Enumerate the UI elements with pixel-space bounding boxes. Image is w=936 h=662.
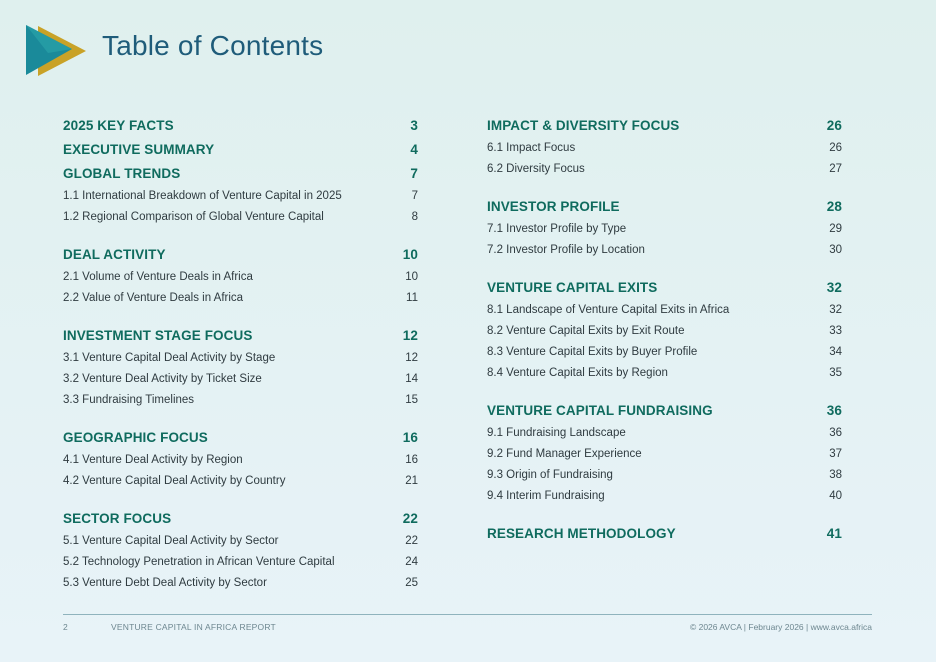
toc-entry[interactable] (63, 552, 418, 573)
toc-entry[interactable] (63, 348, 418, 369)
toc-section-heading[interactable] (63, 507, 418, 531)
toc-entry[interactable] (487, 321, 842, 342)
toc-entry[interactable] (487, 240, 842, 261)
page-title: Table of Contents (102, 30, 324, 61)
toc-page-number: 22 (405, 535, 418, 547)
toc-heading-label: IMPACT & DIVERSITY FOCUS (487, 118, 680, 133)
toc-page-number: 41 (826, 526, 842, 541)
toc-entry-label: 6.1 Impact Focus (487, 142, 576, 154)
toc-entry-label: 4.1 Venture Deal Activity by Region (63, 454, 243, 466)
toc-entry[interactable] (63, 288, 418, 309)
toc-heading-label: RESEARCH METHODOLOGY (487, 526, 676, 541)
toc-entry-label: 1.2 Regional Comparison of Global Venture Capital (63, 211, 324, 223)
toc-entry[interactable] (487, 138, 842, 159)
toc-entry-label: 7.2 Investor Profile by Location (487, 244, 645, 256)
toc-section-heading[interactable] (487, 195, 842, 219)
toc-page-number: 21 (405, 475, 418, 487)
toc-column-right (487, 114, 842, 561)
toc-heading-label: EXECUTIVE SUMMARY (63, 142, 215, 157)
toc-section-heading[interactable] (63, 243, 418, 267)
toc-entry[interactable] (487, 465, 842, 486)
toc-section-heading[interactable] (63, 114, 418, 138)
toc-page-number: 36 (829, 427, 842, 439)
toc-entry[interactable] (63, 573, 418, 594)
toc-column-left (63, 114, 418, 609)
toc-entry[interactable] (63, 207, 418, 228)
toc-page-number: 27 (829, 163, 842, 175)
toc-section (487, 114, 842, 180)
toc-entry[interactable] (63, 267, 418, 288)
toc-page-number: 14 (405, 373, 418, 385)
toc-entry-label: 5.3 Venture Debt Deal Activity by Sector (63, 577, 267, 589)
toc-heading-label: SECTOR FOCUS (63, 511, 172, 526)
toc-page-number: 12 (405, 352, 418, 364)
toc-entry-label: 5.2 Technology Penetration in African Venture Capital (63, 556, 335, 568)
toc-page-number: 4 (410, 142, 418, 157)
toc-page-number: 7 (410, 166, 418, 181)
toc-entry-label: 7.1 Investor Profile by Type (487, 223, 627, 235)
toc-page-number: 34 (829, 346, 842, 358)
toc-page-number: 29 (829, 223, 842, 235)
toc-section (63, 426, 418, 492)
toc-entry[interactable] (487, 300, 842, 321)
toc-page-number: 3 (410, 118, 418, 133)
toc-section (63, 114, 418, 228)
toc-section-heading[interactable] (487, 399, 842, 423)
footer-report-title: VENTURE CAPITAL IN AFRICA REPORT (111, 622, 276, 632)
toc-section (63, 243, 418, 309)
toc-heading-label: VENTURE CAPITAL EXITS (487, 280, 658, 295)
toc-entry-label: 2.1 Volume of Venture Deals in Africa (63, 271, 253, 283)
toc-section (63, 324, 418, 411)
toc-entry-label: 6.2 Diversity Focus (487, 163, 585, 175)
toc-page-number: 35 (829, 367, 842, 379)
toc-entry[interactable] (63, 186, 418, 207)
toc-section-heading[interactable] (63, 162, 418, 186)
toc-section (487, 399, 842, 507)
toc-section-heading[interactable] (63, 324, 418, 348)
toc-entry[interactable] (63, 471, 418, 492)
toc-entry-label: 5.1 Venture Capital Deal Activity by Sector (63, 535, 279, 547)
toc-entry[interactable] (63, 390, 418, 411)
toc-heading-label: 2025 KEY FACTS (63, 118, 174, 133)
toc-section-heading[interactable] (487, 522, 842, 546)
toc-entry[interactable] (63, 450, 418, 471)
toc-heading-label: INVESTMENT STAGE FOCUS (63, 328, 253, 343)
toc-entry-label: 8.2 Venture Capital Exits by Exit Route (487, 325, 685, 337)
toc-entry-label: 9.3 Origin of Fundraising (487, 469, 613, 481)
toc-entry-label: 9.4 Interim Fundraising (487, 490, 605, 502)
toc-section (487, 522, 842, 546)
toc-entry-label: 9.2 Fund Manager Experience (487, 448, 642, 460)
toc-section (487, 195, 842, 261)
toc-page-number: 40 (829, 490, 842, 502)
toc-page-number: 33 (829, 325, 842, 337)
toc-entry[interactable] (63, 369, 418, 390)
toc-entry-label: 2.2 Value of Venture Deals in Africa (63, 292, 244, 304)
toc-page-number: 10 (405, 271, 418, 283)
toc-entry[interactable] (487, 486, 842, 507)
toc-section-heading[interactable] (63, 426, 418, 450)
toc-page-number: 16 (405, 454, 418, 466)
toc-heading-label: DEAL ACTIVITY (63, 247, 166, 262)
toc-page-number: 25 (405, 577, 418, 589)
toc-page-number: 10 (402, 247, 418, 262)
toc-section-heading[interactable] (63, 138, 418, 162)
toc-entry[interactable] (487, 423, 842, 444)
toc-entry-label: 4.2 Venture Capital Deal Activity by Country (63, 475, 286, 487)
toc-entry-label: 1.1 International Breakdown of Venture Capital in 2025 (63, 190, 342, 202)
toc-page-number: 32 (826, 280, 842, 295)
toc-entry[interactable] (487, 159, 842, 180)
toc-entry[interactable] (63, 531, 418, 552)
toc-page-number: 38 (829, 469, 842, 481)
toc-section-heading[interactable] (487, 114, 842, 138)
toc-page-number: 26 (826, 118, 842, 133)
toc-section (487, 276, 842, 384)
toc-page-number: 26 (829, 142, 842, 154)
toc-section (63, 507, 418, 594)
toc-entry[interactable] (487, 219, 842, 240)
toc-page-number: 22 (402, 511, 418, 526)
avca-logo-icon (26, 25, 86, 77)
toc-entry-label: 8.3 Venture Capital Exits by Buyer Profile (487, 346, 698, 358)
toc-page-number: 12 (402, 328, 418, 343)
toc-heading-label: INVESTOR PROFILE (487, 199, 620, 214)
toc-heading-label: GEOGRAPHIC FOCUS (63, 430, 208, 445)
toc-section-heading[interactable] (487, 276, 842, 300)
toc-entry-label: 9.1 Fundraising Landscape (487, 427, 626, 439)
toc-page-number: 32 (829, 304, 842, 316)
toc-entry[interactable] (487, 444, 842, 465)
footer-page-number: 2 (63, 622, 68, 632)
toc-page-number: 15 (405, 394, 418, 406)
toc-entry[interactable] (487, 363, 842, 384)
toc-page-number: 11 (406, 292, 418, 304)
toc-page-number: 36 (826, 403, 842, 418)
toc-page-number: 28 (826, 199, 842, 214)
toc-page-number: 16 (402, 430, 418, 445)
toc-page-number: 30 (829, 244, 842, 256)
toc-heading-label: GLOBAL TRENDS (63, 166, 181, 181)
toc-entry-label: 3.3 Fundraising Timelines (63, 394, 195, 406)
toc-page-number: 8 (411, 211, 418, 223)
toc-page-number: 37 (829, 448, 842, 460)
toc-entry[interactable] (487, 342, 842, 363)
toc-page-number: 7 (411, 190, 418, 202)
toc-heading-label: VENTURE CAPITAL FUNDRAISING (487, 403, 713, 418)
toc-entry-label: 3.1 Venture Capital Deal Activity by Stage (63, 352, 276, 364)
toc-entry-label: 8.4 Venture Capital Exits by Region (487, 367, 668, 379)
toc-page-number: 24 (405, 556, 418, 568)
footer-divider (63, 614, 872, 615)
toc-entry-label: 8.1 Landscape of Venture Capital Exits in Africa (487, 304, 730, 316)
footer-copyright: © 2026 AVCA | February 2026 | www.avca.africa (689, 622, 872, 632)
toc-entry-label: 3.2 Venture Deal Activity by Ticket Size (63, 373, 262, 385)
